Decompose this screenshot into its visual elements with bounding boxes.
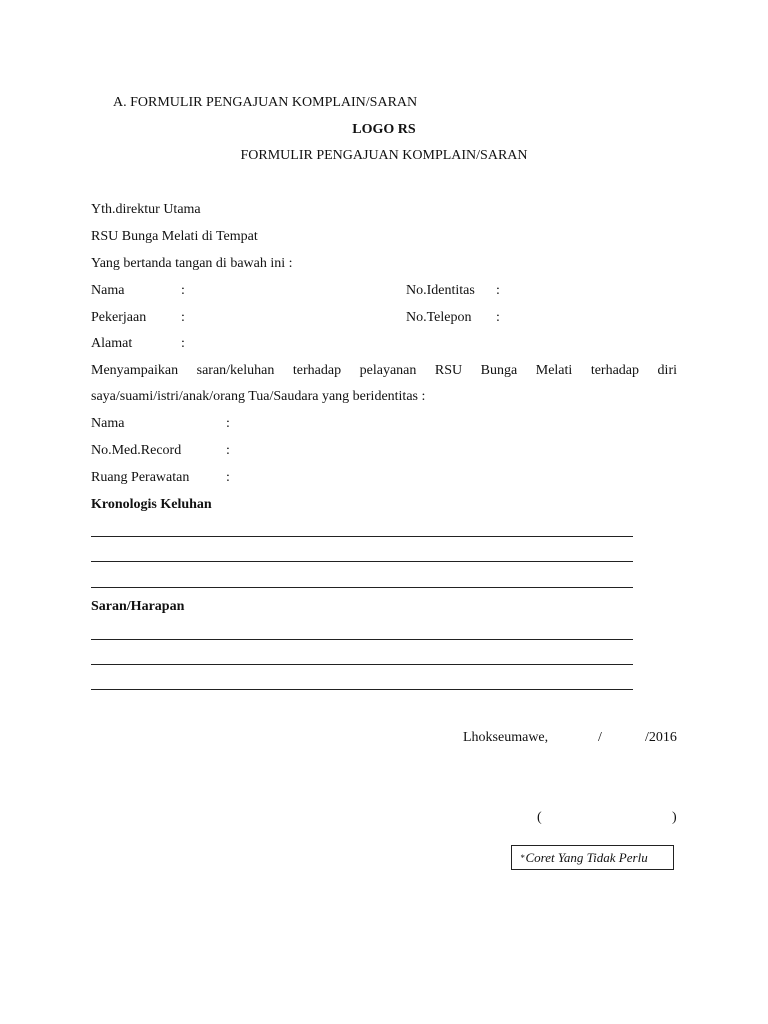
strike-note-text: Coret Yang Tidak Perlu	[525, 849, 648, 865]
suggestion-blank-line[interactable]	[91, 689, 633, 690]
colon: :	[496, 283, 500, 298]
statement-line2: saya/suami/istri/anak/orang Tua/Saudara yang beridentitas :	[91, 389, 426, 404]
strike-note-box	[511, 845, 674, 870]
statement-line1: Menyampaikan saran/keluhan terhadap pelayanan RSU Bunga Melati terhadap diri	[91, 363, 677, 378]
signature-close-paren: )	[672, 810, 677, 825]
addressee-line1: Yth.direktur Utama	[91, 202, 201, 217]
section-heading: A. FORMULIR PENGAJUAN KOMPLAIN/SARAN	[113, 95, 418, 110]
asterisk-mark: *	[520, 852, 525, 863]
colon: :	[226, 443, 230, 458]
patient-name-label: Nama	[91, 416, 125, 431]
suggestion-heading: Saran/Harapan	[91, 599, 185, 614]
colon: :	[496, 310, 500, 325]
chronology-heading: Kronologis Keluhan	[91, 497, 212, 512]
occupation-label: Pekerjaan	[91, 310, 147, 325]
ward-label: Ruang Perawatan	[91, 470, 190, 485]
colon: :	[226, 470, 230, 485]
suggestion-blank-line[interactable]	[91, 639, 633, 640]
identity-number-label: No.Identitas	[406, 283, 475, 298]
phone-label: No.Telepon	[406, 310, 472, 325]
suggestion-blank-line[interactable]	[91, 664, 633, 665]
date-place: Lhokseumawe,	[463, 730, 549, 745]
colon: :	[226, 416, 230, 431]
addressee-line2: RSU Bunga Melati di Tempat	[91, 229, 258, 244]
signature-open-paren: (	[537, 810, 542, 825]
intro-text: Yang bertanda tangan di bawah ini :	[91, 256, 293, 271]
address-label: Alamat	[91, 336, 133, 351]
colon: :	[181, 283, 185, 298]
chronology-blank-line[interactable]	[91, 536, 633, 537]
colon: :	[181, 310, 185, 325]
date-separator: /	[598, 730, 602, 745]
colon: :	[181, 336, 185, 351]
complainant-name-label: Nama	[91, 283, 125, 298]
chronology-blank-line[interactable]	[91, 561, 633, 562]
medical-record-label: No.Med.Record	[91, 443, 182, 458]
chronology-blank-line[interactable]	[91, 587, 633, 588]
form-title: FORMULIR PENGAJUAN KOMPLAIN/SARAN	[240, 148, 528, 163]
logo-placeholder: LOGO RS	[352, 122, 416, 137]
date-year: /2016	[645, 730, 677, 745]
